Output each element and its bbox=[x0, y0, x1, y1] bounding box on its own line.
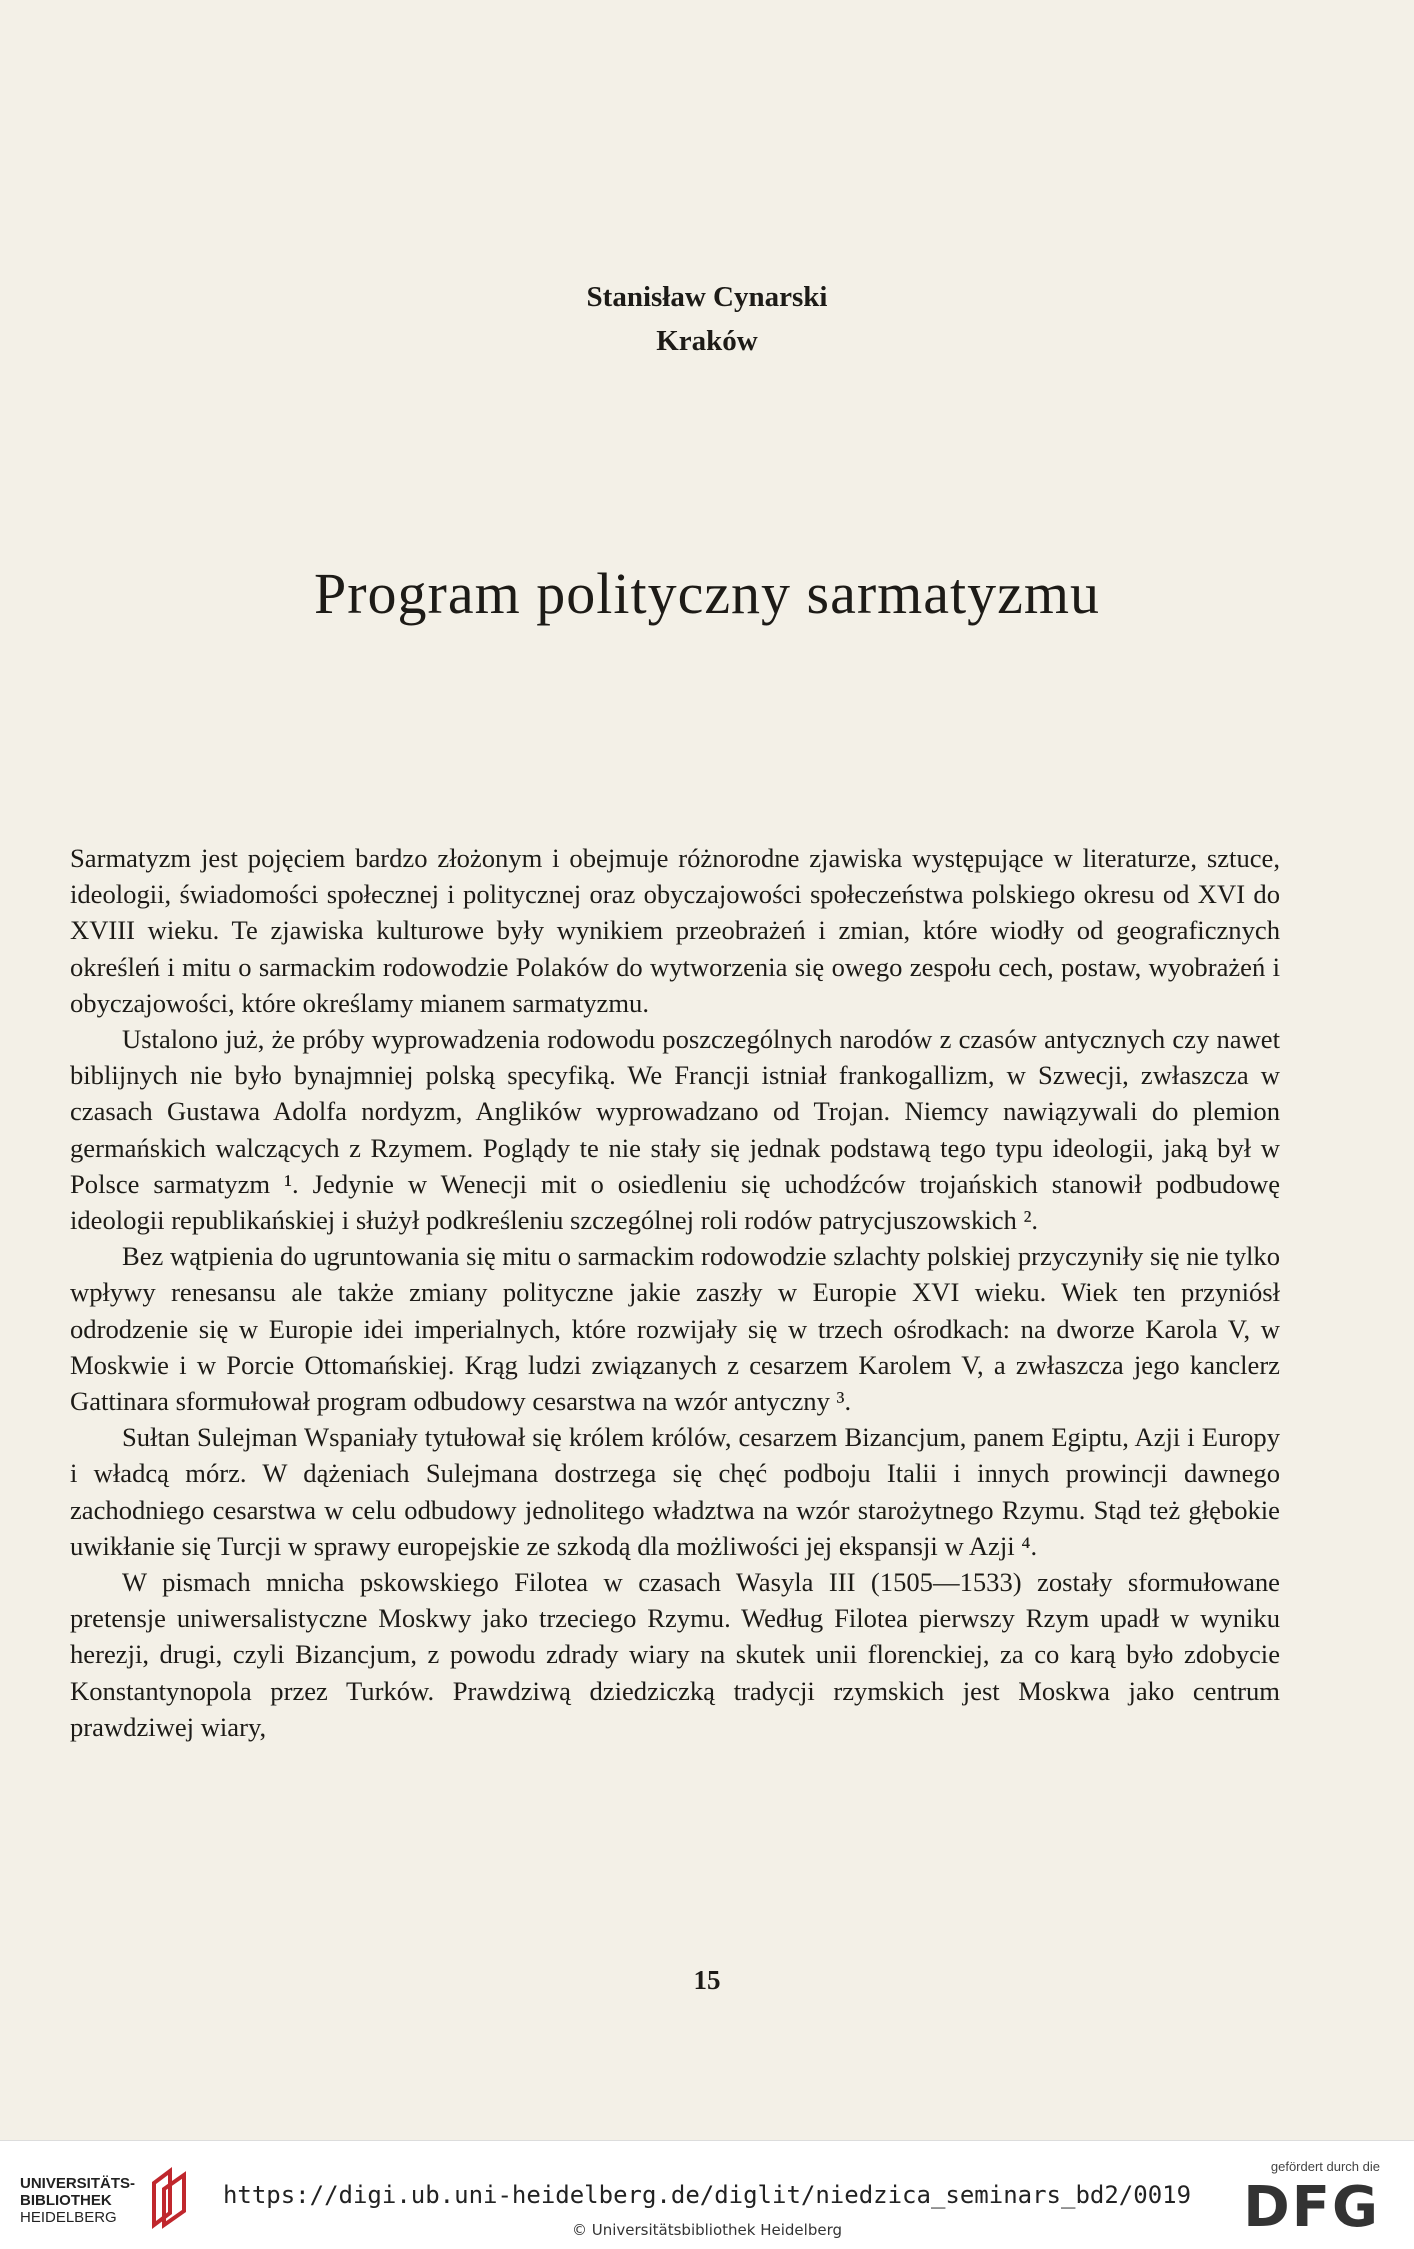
viewer-footer bbox=[0, 2140, 1414, 2249]
dfg-logo[interactable]: DFG bbox=[1243, 2175, 1380, 2240]
paragraph: W pismach mnicha pskowskiego Filotea w czasach Wasyla III (1505—1533) zostały sformułowane pretensje uniwersalistyczne Moskwy jako trzeciego Rzymu. Według Filotea pierwszy Rzym upadł w wyniku herezji, drugi, czyli Bizancjum, z powodu zdrady wiary na skutek unii florenckiej, za co karą było zdobycie Konstantynopola przez Turków. Prawdziwą dziedziczką tradycji rzymskich jest Moskwa jako centrum prawdziwej wiary, bbox=[70, 1567, 1280, 1742]
author-block bbox=[0, 275, 1414, 363]
copyright-notice: © Universitätsbibliothek Heidelberg bbox=[571, 2221, 842, 2239]
article-body bbox=[70, 840, 1280, 1745]
page-number: 15 bbox=[693, 1965, 721, 1995]
document-url-link[interactable]: https://digi.ub.uni-heidelberg.de/diglit/niedzica_seminars_bd2/0019 bbox=[222, 2181, 1192, 2209]
article-title: Program polityczny sarmatyzmu bbox=[313, 561, 1101, 626]
paragraph: Bez wątpienia do ugruntowania się mitu o sarmackim rodowodzie szlachty polskiej przyczyniły się nie tylko wpływy renesansu ale także zmiany polityczne jakie zaszły w Europie XVI wieku. Wiek ten przyniósł odrodzenie się w Europie idei imperialnych, które rozwijały się w trzech ośrodkach: na dworze Karola V, w Moskwie i w Porcie Ottomańskiej. Krąg ludzi związanych z cesarzem Karolem V, a zwłaszcza jego kanclerz Gattinara sformułował program odbudowy cesarstwa na wzór antyczny ³. bbox=[70, 1241, 1280, 1417]
library-line: UNIVERSITÄTS- bbox=[20, 2175, 136, 2192]
funding-caption: gefördert durch die bbox=[1270, 2159, 1380, 2174]
author-location: Kraków bbox=[656, 325, 758, 357]
library-line: HEIDELBERG bbox=[20, 2209, 117, 2226]
paragraph: Sarmatyzm jest pojęciem bardzo złożonym i obejmuje różnorodne zjawiska występujące w literaturze, sztuce, ideologii, świadomości społecznej i politycznej oraz obyczajowości społeczeństwa polskiego okresu od XVI do XVIII wieku. Te zjawiska kulturowe były wynikiem przeobrażeń i zmian, które wiodły od geograficznych określeń i mitu o sarmackim rodowodzie Polaków do wytworzenia się owego zespołu cech, postaw, wyobrażeń i obyczajowości, które określamy mianem sarmatyzmu. bbox=[70, 843, 1280, 1018]
author-name: Stanisław Cynarski bbox=[586, 281, 828, 313]
library-line: BIBLIOTHEK bbox=[20, 2192, 112, 2209]
paragraph: Sułtan Sulejman Wspaniały tytułował się królem królów, cesarzem Bizancjum, panem Egiptu, Azji i Europy i władcą mórz. W dążeniach Sulejmana dostrzega się chęć podboju Italii i innych prowincji dawnego zachodniego cesarstwa w celu odbudowy jednolitego władztwa na wzór starożytnego Rzymu. Stąd też głębokie uwikłanie się Turcji w sprawy europejskie ze szkodą dla możliwości jej ekspansji w Azji ⁴. bbox=[70, 1422, 1280, 1561]
paragraph: Ustalono już, że próby wyprowadzenia rodowodu poszczególnych narodów z czasów antycznych czy nawet biblijnych nie było bynajmniej polską specyfiką. We Francji istniał frankogallizm, w Szwecji, zwłaszcza w czasach Gustawa Adolfa nordyzm, Anglików wyprowadzano od Trojan. Niemcy nawiązywali do plemion germańskich walczących z Rzymem. Poglądy te nie stały się jednak podstawą tego typu ideologii, jaką był w Polsce sarmatyzm ¹. Jedynie w Wenecji mit o osiedleniu się uchodźców trojańskich stanowił podbudowę ideologii republikańskiej i służył podkreśleniu szczególnej roli rodów patrycjuszowskich ². bbox=[70, 1024, 1280, 1236]
